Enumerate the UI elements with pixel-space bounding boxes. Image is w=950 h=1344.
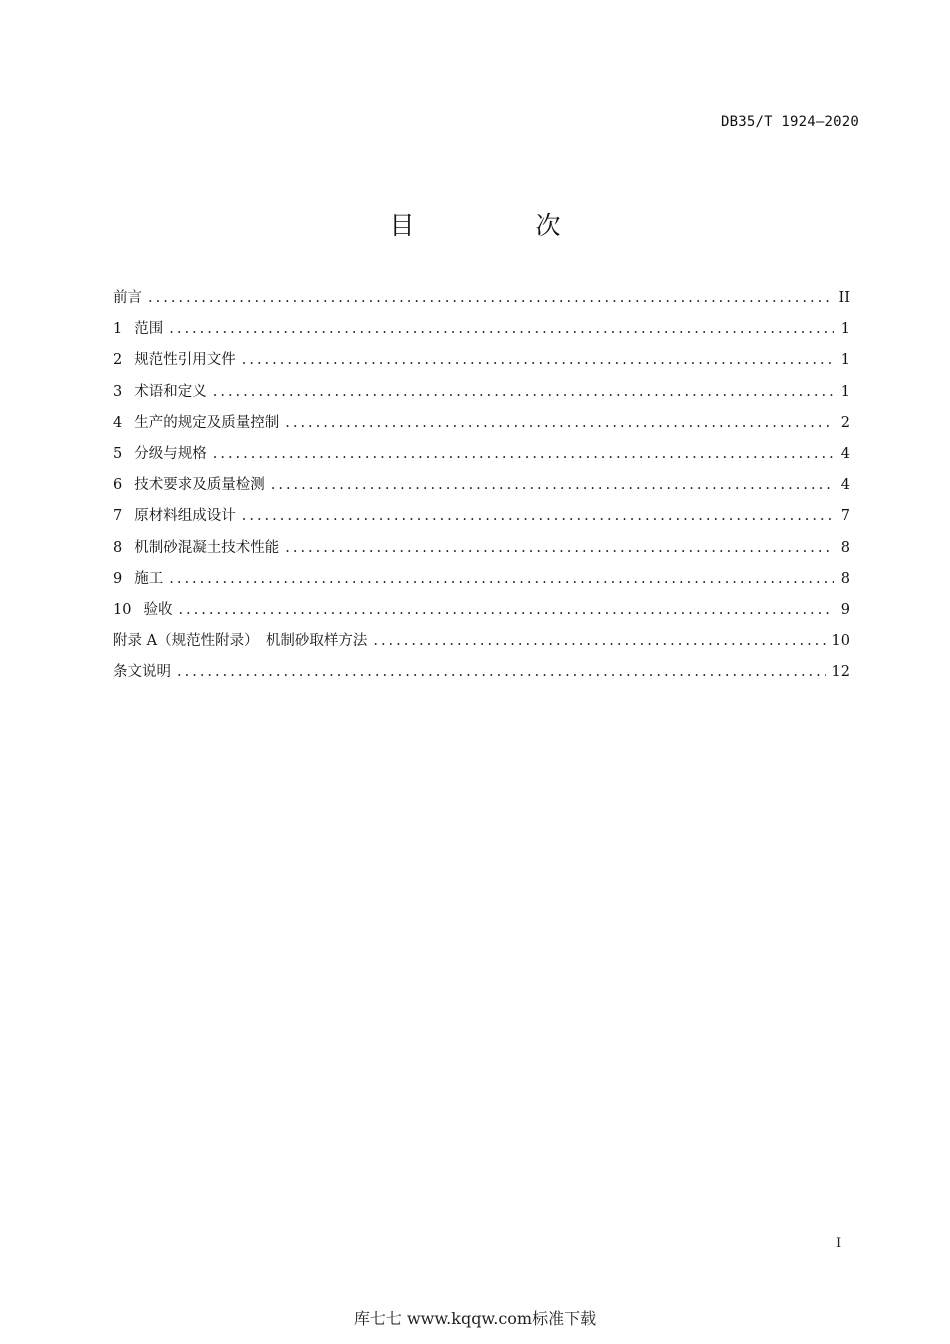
footer-watermark: 库七七 www.kqqw.com标准下载 xyxy=(353,1309,597,1328)
toc-entry-page: 7 xyxy=(840,508,850,525)
toc-leader-dots xyxy=(148,286,833,310)
toc-leader-dots xyxy=(242,348,834,372)
toc-leader-dots xyxy=(373,629,825,653)
toc-entry[interactable] xyxy=(113,286,850,317)
toc-entry-page: 1 xyxy=(840,383,850,400)
toc-entry-label: 机制砂混凝土技术性能 xyxy=(134,539,280,556)
toc-entry[interactable] xyxy=(113,598,850,629)
toc-entry-page: 2 xyxy=(840,414,850,431)
table-of-contents xyxy=(113,286,850,691)
toc-entry-label: 生产的规定及质量控制 xyxy=(134,414,280,431)
page-title: 目 次 xyxy=(389,211,609,240)
toc-entry[interactable] xyxy=(113,348,850,379)
toc-entry[interactable] xyxy=(113,629,850,660)
toc-entry-number: 9 xyxy=(113,570,123,587)
toc-leader-dots xyxy=(271,473,834,497)
toc-leader-dots xyxy=(285,536,834,560)
toc-entry-label: 原材料组成设计 xyxy=(134,508,236,525)
toc-leader-dots xyxy=(178,598,834,622)
toc-entry-page: 12 xyxy=(831,664,850,681)
toc-entry-label: 附录 A（规范性附录） 机制砂取样方法 xyxy=(113,633,368,650)
toc-entry[interactable] xyxy=(113,536,850,567)
toc-entry-page: 9 xyxy=(840,601,850,618)
toc-entry-number: 5 xyxy=(113,445,123,462)
toc-entry[interactable] xyxy=(113,442,850,473)
toc-entry-label: 施工 xyxy=(134,570,164,587)
toc-entry-number: 2 xyxy=(113,352,123,369)
toc-entry-number: 10 xyxy=(113,601,132,618)
toc-entry-page: 4 xyxy=(840,445,850,462)
toc-entry-page: 1 xyxy=(840,321,850,338)
toc-entry-number: 1 xyxy=(113,321,123,338)
toc-leader-dots xyxy=(177,660,826,684)
toc-entry[interactable] xyxy=(113,567,850,598)
toc-entry[interactable] xyxy=(113,473,850,504)
toc-entry-page: 1 xyxy=(840,352,850,369)
toc-leader-dots xyxy=(213,380,834,404)
toc-entry[interactable] xyxy=(113,504,850,535)
toc-entry-number: 4 xyxy=(113,414,123,431)
toc-entry-number: 8 xyxy=(113,539,123,556)
toc-entry-label: 前言 xyxy=(113,290,142,306)
toc-leader-dots xyxy=(242,504,834,528)
toc-entry-page: 10 xyxy=(831,633,850,650)
toc-entry-page: II xyxy=(838,290,850,306)
toc-entry-page: 8 xyxy=(840,539,850,556)
toc-entry-label: 术语和定义 xyxy=(134,383,207,400)
toc-entry[interactable] xyxy=(113,660,850,691)
toc-entry-label: 技术要求及质量检测 xyxy=(134,477,265,494)
toc-entry-number: 6 xyxy=(113,477,123,494)
toc-entry-label: 验收 xyxy=(143,601,173,618)
toc-leader-dots xyxy=(213,442,834,466)
toc-entry[interactable] xyxy=(113,380,850,411)
toc-entry-label: 范围 xyxy=(134,321,164,338)
toc-leader-dots xyxy=(169,567,834,591)
toc-entry[interactable] xyxy=(113,317,850,348)
toc-leader-dots xyxy=(169,317,834,341)
toc-entry-page: 4 xyxy=(840,477,850,494)
toc-entry-label: 规范性引用文件 xyxy=(134,352,236,369)
toc-entry-label: 分级与规格 xyxy=(134,445,207,462)
toc-leader-dots xyxy=(285,411,834,435)
standard-code: DB35/T 1924—2020 xyxy=(720,114,859,130)
toc-entry-page: 8 xyxy=(840,570,850,587)
toc-entry-label: 条文说明 xyxy=(113,664,171,681)
toc-entry[interactable] xyxy=(113,411,850,442)
page-number: I xyxy=(836,1236,842,1251)
toc-entry-number: 7 xyxy=(113,508,123,525)
toc-entry-number: 3 xyxy=(113,383,123,400)
